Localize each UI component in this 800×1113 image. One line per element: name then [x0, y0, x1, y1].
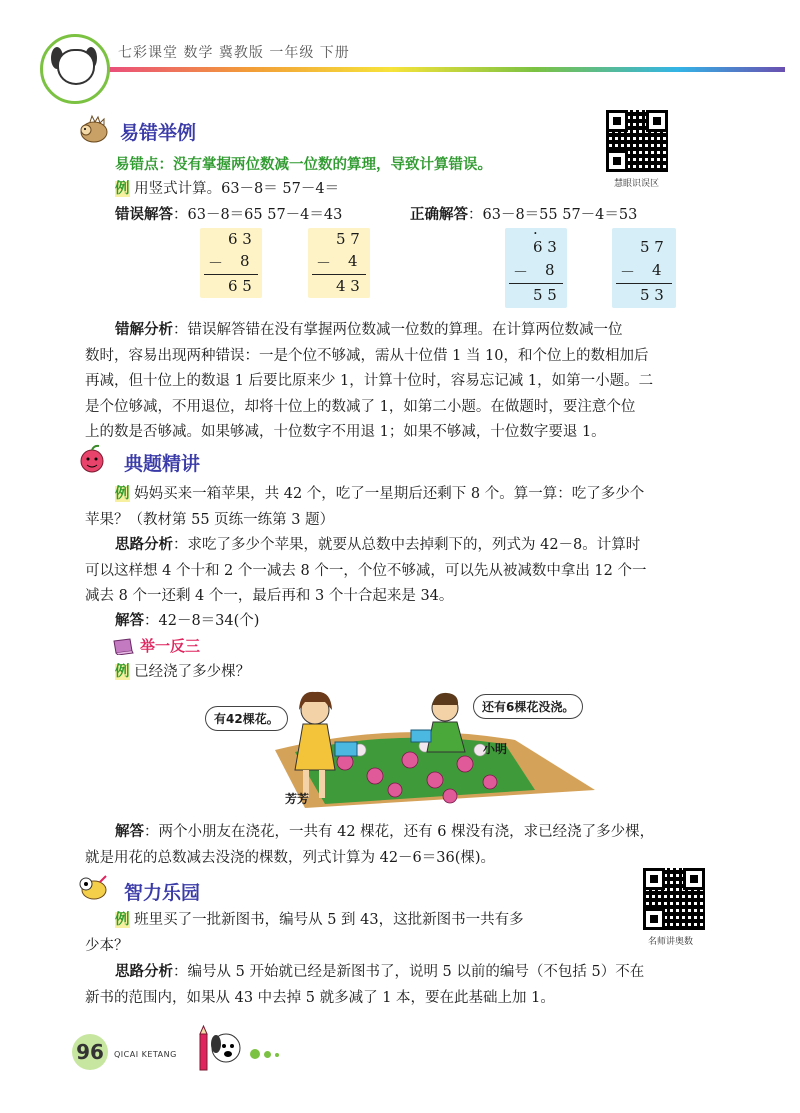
- section-title-key-examples: 典题精讲: [124, 453, 201, 475]
- cartoon-character-icon: [76, 872, 110, 902]
- decor-dot: [250, 1049, 260, 1059]
- name-xiaoming: 小明: [483, 742, 508, 756]
- name-fangfang: 芳芳: [285, 792, 310, 806]
- watering-flowers-illustration: [195, 680, 605, 810]
- speech-bubble-right: 还有6棵花没浇。: [473, 694, 583, 719]
- answer-label: 解答: [115, 613, 144, 629]
- page-number: 96: [72, 1034, 108, 1070]
- example-text: 用竖式计算。63－8＝ 57－4＝: [134, 181, 340, 197]
- answer-2-continued: 就是用花的总数减去没浇的棵数，列式计算为 42－6＝36(棵)。: [85, 849, 496, 866]
- qr-code-icon[interactable]: [643, 868, 705, 930]
- right-answer-line: [410, 203, 637, 227]
- borrow-dot: ·: [533, 224, 538, 242]
- example-4-line-1: 例 班里买了一批新图书，编号从 5 到 43，这批新图书一共有多: [115, 912, 524, 928]
- header-title: 七彩课堂 数学 冀教版 一年级 下册: [118, 45, 350, 61]
- wrong-answer-line: [115, 203, 342, 227]
- thinking-analysis-paragraph: 思路分析：求吃了多少个苹果，就要从总数中去掉剩下的，列式为 42－8。计算时: [115, 537, 641, 553]
- thinking-analysis-continued: 可以这样想 4 个十和 2 个一减去 8 个一，个位不够减，可以先从被减数中拿出 12 个一 减去 8 个一还剩 4 个一，最后再和 3 个十合起来是 34。: [85, 562, 647, 604]
- example-2-line-2: 苹果？（教材第 55 页练一练第 3 题）: [85, 511, 335, 528]
- thinking-analysis-3-continued: 新书的范围内，如果从 43 中去掉 5 就多减了 1 本，要在此基础上加 1。: [85, 989, 555, 1006]
- example-label: 例: [115, 912, 130, 928]
- example-label: 例: [115, 664, 130, 680]
- answer-label: 解答: [115, 824, 144, 840]
- example-label: 例: [115, 486, 130, 502]
- right-answer-text: ：63－8＝55 57－4＝53: [468, 207, 638, 223]
- thinking-analysis-label: 思路分析: [115, 537, 173, 553]
- example-3-line: 例 已经浇了多少棵？: [115, 664, 251, 680]
- hedgehog-icon: [76, 114, 110, 144]
- thinking-analysis-3-paragraph: 思路分析：编号从 5 开始就已经是新图书了，说明 5 以前的编号（不包括 5）不在: [115, 964, 645, 980]
- error-analysis-continued: 数时，容易出现两种错误：一是个位不够减，需从十位借 1 当 10，和个位上的数相加后 再减，但十位上的数退 1 后要比原来少 1，计算十位时，容易忘记减 1，如第一小题。二 是个位够减，不用退位，却将十位上的数减了 1，如第二小题。在做题时，要注意个位 上的数是否够减。如果够减，十位数字不用退 1；如果不够减，十位数字要退 1。: [85, 347, 654, 440]
- error-analysis-label: 错解分析: [115, 322, 173, 338]
- dog-with-pencil-icon: [196, 1024, 248, 1074]
- example-4-line-2: 少本？: [85, 937, 129, 954]
- example-line: [115, 177, 339, 201]
- speech-bubble-left: 有42棵花。: [205, 706, 288, 731]
- dog-mascot-logo-icon: [40, 34, 110, 104]
- decor-dot: [275, 1053, 279, 1057]
- book-icon: [112, 637, 134, 655]
- vertical-calc-right-2: 5 7 － 4 5 3: [612, 228, 676, 308]
- section-title-common-mistakes: 易错举例: [120, 122, 197, 144]
- qr-caption: 名师讲奥数: [648, 937, 694, 947]
- mistake-point-label: 易错点: [115, 157, 159, 173]
- footer-brand: QICAI KETANG: [114, 1050, 177, 1059]
- apple-character-icon: [76, 444, 110, 474]
- example-2-line-1: 例 妈妈买来一箱苹果，共 42 个，吃了一星期后还剩下 8 个。算一算：吃了多少个: [115, 486, 645, 502]
- answer-2-paragraph: 解答：两个小朋友在浇花，一共有 42 棵花，还有 6 棵没有浇，求已经浇了多少棵，: [115, 824, 655, 840]
- error-analysis-paragraph: 错解分析：错误解答错在没有掌握两位数减一位数的算理。在计算两位数减一位: [115, 322, 623, 338]
- decor-dot: [264, 1051, 271, 1058]
- vertical-calc-wrong-2: 5 7 － 4 4 3: [308, 228, 370, 298]
- right-answer-label: 正确解答: [410, 207, 468, 223]
- header-rainbow-bar: [70, 67, 785, 72]
- mistake-point: [115, 153, 492, 177]
- wrong-answer-text: ：63－8＝65 57－4＝43: [173, 207, 343, 223]
- vertical-calc-wrong-1: 6 3 － 8 6 5: [200, 228, 262, 298]
- wrong-answer-label: 错误解答: [115, 207, 173, 223]
- answer-line: 解答：42－8＝34(个): [115, 613, 260, 629]
- example-label: 例: [115, 181, 130, 197]
- vertical-calc-right-1: · 6 3 － 8 5 5: [505, 228, 567, 308]
- qr-caption: 慧眼识误区: [614, 179, 660, 189]
- qr-code-icon[interactable]: [606, 110, 668, 172]
- section-title-brain-park: 智力乐园: [124, 882, 201, 904]
- mistake-point-text: ：没有掌握两位数减一位数的算理，导致计算错误。: [158, 157, 492, 173]
- sub-title-draw-inferences: 举一反三: [140, 637, 201, 655]
- thinking-analysis-label: 思路分析: [115, 964, 173, 980]
